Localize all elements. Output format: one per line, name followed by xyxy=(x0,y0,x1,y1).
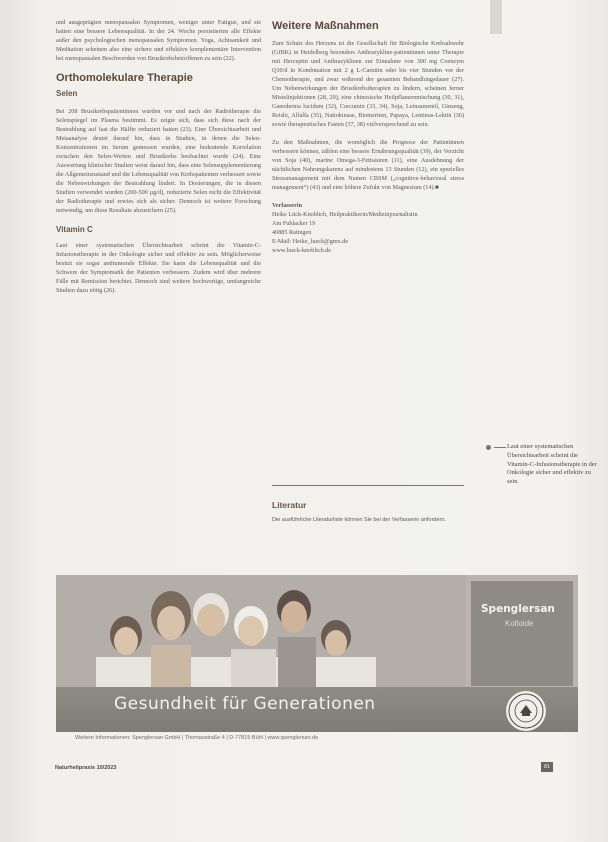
seal-icon xyxy=(506,691,546,731)
author-line: Heike Lück-Knoblich, Heilpraktikerin/Medizinjournalistin xyxy=(272,211,418,218)
section-heading-orthomolekular: Orthomolekulare Therapie xyxy=(56,72,193,84)
author-website: www.lueck-knoblich.de xyxy=(272,247,332,254)
section-heading-massnahmen: Weitere Maßnahmen xyxy=(272,20,379,32)
literature-note: Die ausführliche Literaturliste können Sie bei der Verfasserin anfordern. xyxy=(272,517,446,523)
journal-issue: Naturheilpraxis 10/2023 xyxy=(55,765,117,771)
brand-panel xyxy=(471,581,573,686)
brand-name: Spenglersan xyxy=(481,603,555,615)
family-photo xyxy=(56,575,466,687)
ad-slogan: Gesundheit für Generationen xyxy=(114,694,376,714)
author-block xyxy=(272,201,464,255)
pull-quote-rule xyxy=(494,447,506,448)
vitamin-c-paragraph: Laut einer systematischen Übersichtsarbeit scheint die Vitamin-C-Infusionstherapie in der Onkologie sicher und effektiv zu sein. Möglicherweise besitzt sie sogar antitumorale Effekte. Sie kann die Lebensqualität und die Schwere der Symptomatik der Patienten verbessern. Zudem wird über mehrere Fälle mit Remission berichtet. Dennoch sind weitere hochwertige, umfangreiche Studien dazu nötig (26). xyxy=(56,242,261,294)
family-photo-illustration xyxy=(56,575,466,687)
author-line: 40885 Ratingen xyxy=(272,229,312,236)
selen-paragraph: Bei 208 Brustkrebspatientinnen wurden vor und nach der Radiotherapie die Selenspiegel im Plasma bestimmt. Es zeigte sich, dass sich diese nach der Bestrahlung auf fast die Hälfte reduziert hatten (23). Eine Übersichtsarbeit und Metaanalyse deutet darauf hin, dass in Studien, in denen die Selen-Konzentrationen im Serum gemessen wurden, eine bedeutende Korrelation zwischen den Selen-Werten und Brustkrebs beobachtet wurde (24). Eine Auswertung klinischer Studien weist darauf hin, dass eine Selensupplementierung die Allgemeinzustand und die Lebensqualität von Krebspatienten verbessert sowie die Nebenwirkungen der Bestrahlung lindert. In Dosierungen, die in diesen Studien verwendet wurden (200-500 µg/d), reduzierte Selen nicht die Effektivität der Radiotherapie und erwies sich als sicher. Dennoch ist weitere Forschung notwendig, um diese Resultate abzusichern (25). xyxy=(56,108,261,214)
page-number: 81 xyxy=(541,762,553,772)
author-label: Verfasserin xyxy=(272,202,303,209)
intro-paragraph: und ausgeprägten menopausalen Symptomen, weniger unter Fatigue, und sie hatten eine bessere Lebensqualität. In der 24. Woche persistierten alle Effekte außer den psychologischen menopausalen Symptomen. Yoga, Achtsamkeit und Meditation scheinen also eine sichere und effektive komplementäre Intervention bei menopausalen Beschwerden von Brustkrebsbetroffenen zu sein (22). xyxy=(56,19,261,62)
pull-quote: Laut einer systematischen Übersichtsarbeit scheint die Vitamin-C-Infusionstherapie in der Onkologie sicher und effektiv zu sein. xyxy=(507,443,597,486)
author-email: E-Mail: Heike_lueck@gmx.de xyxy=(272,238,349,245)
literature-divider xyxy=(272,485,464,486)
subheading-vitamin-c: Vitamin C xyxy=(56,225,93,234)
left-column xyxy=(56,18,261,304)
massnahmen-paragraph-1: Zum Schutz des Herzens ist die Gesellschaft für Biologische Krebsabwehr (GfBK) in Heidelberg besonders Anthrazykline-patientinnen unter Therapie mit Herceptin und Anthrazyklinen zur Einnahme von 300 mg Coenzym Q10/d in Kombination mit 2 g L-Carnitin oder bis vier Stunden vor der Chemotherapie, und zwar während der gesamten Behandlungsdauer (27). Um Nebenwirkungen der Brustkrebstherapien zu lindern, scheinen ferner Mistelinjektionen (28, 29), eine chinesische Heilpflanzenmischung (30, 31), Ganoderma lucidum (32), Curcumin (33, 34), Soja, Leinsamenöl, Ginseng, Reishi, Alfalfa (35), Nattokinase, Biomeriten, Papaya, Lentinus-Lektin (36) sowie therapeutisches Fasten (37, 38) vielversprechend zu sein. xyxy=(272,40,464,128)
ad-contact-line: Weitere Informationen: Spenglersan GmbH | Thomasstraße 4 | D-77815 Bühl | www.spenglersan.de xyxy=(75,735,319,741)
pull-quote-bullet-icon xyxy=(486,445,491,450)
author-line: Am Fuhlacker 19 xyxy=(272,220,316,227)
subheading-selen: Selen xyxy=(56,89,78,98)
literature-heading: Literatur xyxy=(272,500,307,510)
brand-subtitle: Kolloide xyxy=(505,619,534,628)
spenglersan-seal-logo xyxy=(506,691,546,731)
massnahmen-paragraph-2: Zu den Maßnahmen, die womöglich die Prognose der Patientinnen verbessern können, zählen eine bessere Ernährungsqualität (39), der Verzicht von Soja (40), marine Omega-3-Fettsäuren (11), eine Ausdehnung der nächtlichen Nahrungskarenz auf mindestens 13 Stunden (12), ein spezielles Stressmanagement mit dem Namen CBSM („cognitive-behavioral stress management“) (43) und eine höhere Zufuhr von Magnesium (14).■ xyxy=(272,139,464,191)
page-edge-marker xyxy=(490,0,502,34)
right-column xyxy=(272,20,464,255)
